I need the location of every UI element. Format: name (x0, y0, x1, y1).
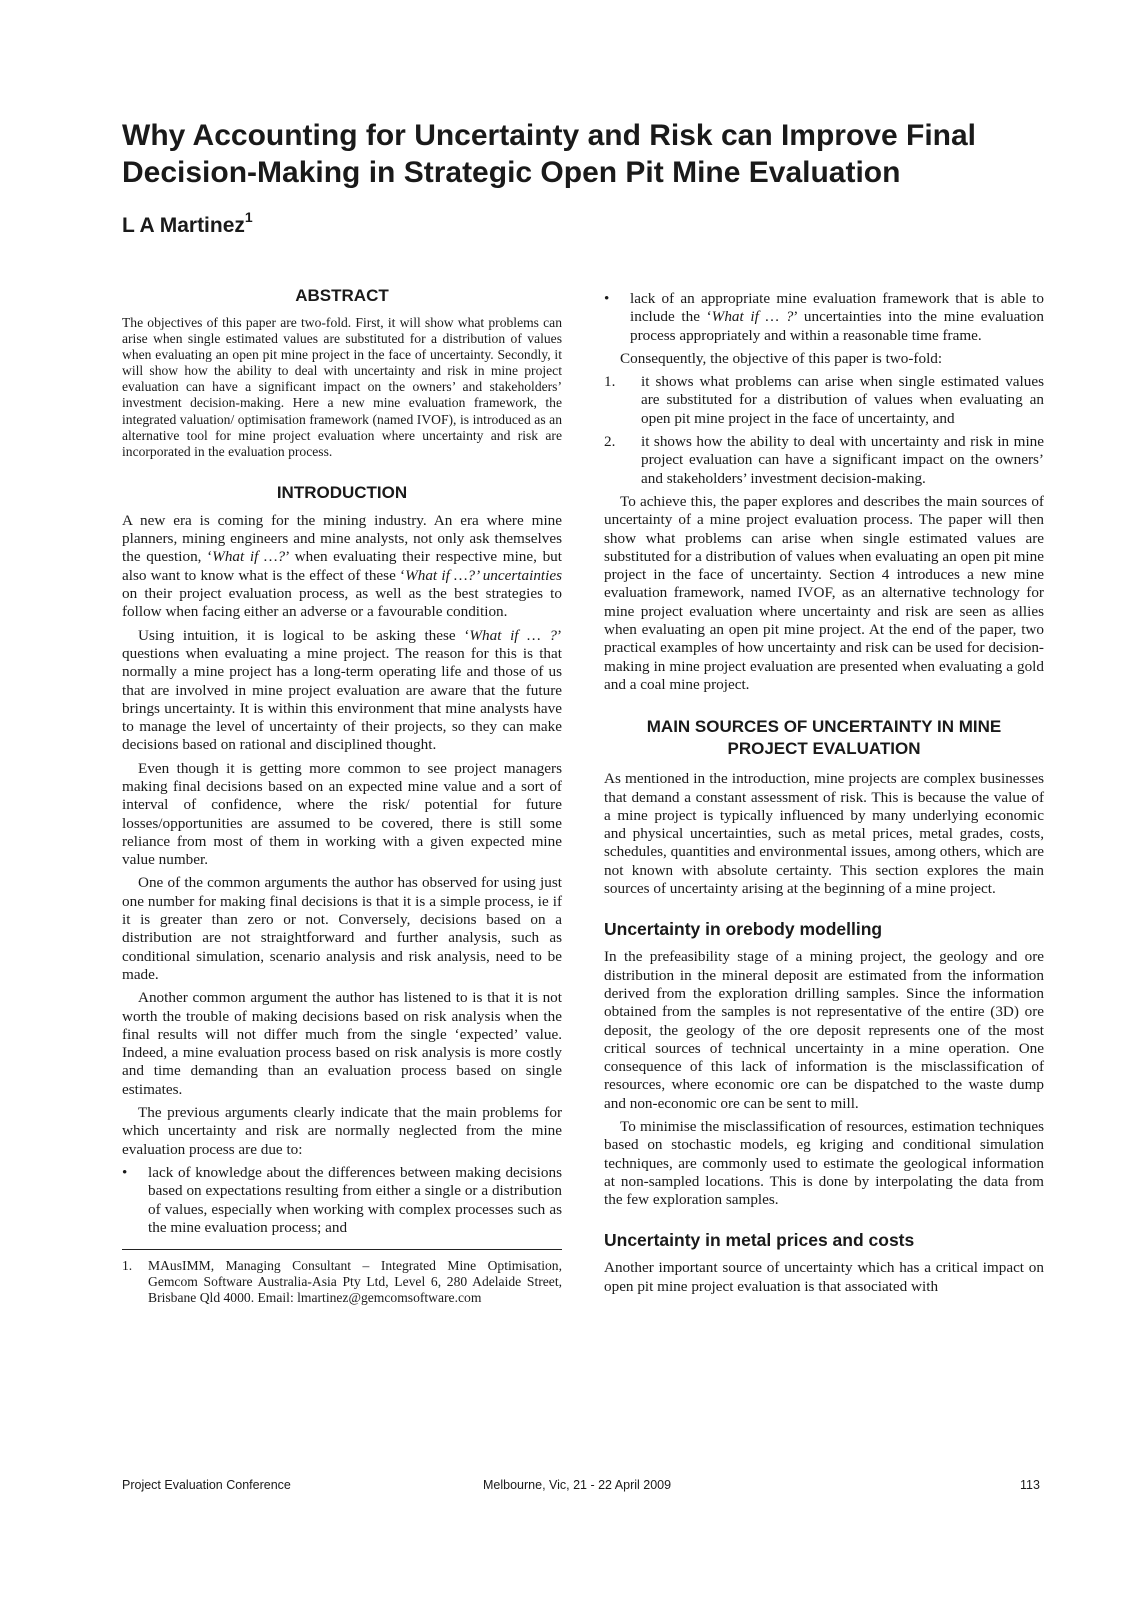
footer-location-date: Melbourne, Vic, 21 - 22 April 2009 (483, 1478, 672, 1492)
sources-heading: MAIN SOURCES OF UNCERTAINTY IN MINE PROJECT EVALUATION (646, 717, 1002, 759)
bullet-text: lack of knowledge about the differences between making decisions based on expectations resulting from either a single or a distribution of values, especially when working with complex processes such as the mine evaluation process; and (148, 1163, 562, 1236)
objective-number: 2. (604, 433, 616, 451)
objective-number: 1. (604, 373, 616, 391)
intro-paragraph-2: Using intuition, it is logical to be asking these ‘What if … ?’ questions when evaluating a mine project. The reason for this is that normally a mine project has a long-term operating life and those of us that are involved in mine project evaluation are aware that the future brings uncertainty. It is within this environment that mine analysts have to manage the level of uncertainty of their projects, so they can make decisions based on rational and disciplined thought. (122, 626, 562, 754)
intro-paragraph-4: One of the common arguments the author has observed for using just one number for making final decisions is that it is a simple process, ie if it is greater than zero or not. Conversely, decisions based on a distribution are not straightforward and further analysis, such as conditional simulation, scenario analysis and risk analysis, need to be made. (122, 874, 562, 983)
intro-paragraph-7: Consequently, the objective of this paper is two-fold: (620, 349, 943, 367)
orebody-paragraph-1: In the prefeasibility stage of a mining project, the geology and ore distribution in the mineral deposit are estimated from the information derived from the exploration drilling samples. Since the information obtained from the samples is not representative of the entire (3D) ore deposit, the geology of the ore deposit represents one of the most critical sources of technical uncertainty in a mine operation. One consequence of this lack of information is the misclassification of resources, where economic ore can be dispatched to the waste dump and non-economic ore can be sent to mill. (604, 948, 1044, 1112)
page-number: 113 (1020, 1478, 1040, 1492)
bullet-icon: • (604, 290, 610, 307)
bullet-item-knowledge (122, 1164, 562, 1237)
sources-paragraph-1: As mentioned in the introduction, mine projects are complex businesses that demand a constant assessment of risk. This is because the value of a mine project is typically influenced by many underlying economic and physical uncertainties, such as metal prices, metal grades, costs, schedules, quantities and environmental issues, among others, which are not known with absolute certainty. This section explores the main sources of uncertainty arising at the beginning of a mine project. (604, 770, 1044, 898)
author-affiliation-mark: 1 (244, 209, 253, 225)
objective-text: it shows what problems can arise when single estimated values are substituted for a distribution of values when evaluating an open pit mine project in the face of uncertainty, and (641, 373, 1044, 427)
abstract-text: The objectives of this paper are two-fold. First, it will show what problems can arise when single estimated values are substituted for a distribution of values when evaluating an open pit mine project in the face of uncertainty. Secondly, it will show how the ability to deal with uncertainty and risk in mine project evaluation can have a significant impact on the owners’ and stakeholders’ investment decision-making. Here a new mine evaluation framework, the integrated valuation/ optimisation framework (named IVOF), is introduced as an alternative tool for mine project evaluation where uncertainty and risk are incorporated in the evaluation process. (122, 315, 562, 459)
objective-item-1 (604, 373, 1044, 428)
bullet-icon: • (122, 1163, 128, 1181)
footnote-divider (122, 1249, 562, 1250)
prices-heading: Uncertainty in metal prices and costs (604, 1230, 915, 1251)
bullet-item-framework: • lack of an appropriate mine evaluation framework that is able to include the ‘What if … ?’ uncertainties into the mine evaluation process appropriately and within a reasonable time frame. (604, 290, 1044, 344)
abstract-heading: ABSTRACT (295, 286, 389, 305)
left-column (122, 285, 562, 1306)
author-line (122, 206, 253, 239)
intro-paragraph-8: To achieve this, the paper explores and describes the main sources of uncertainty of a mine project evaluation process. The paper will then show what problems can arise when single estimated values are substituted for a distribution of values when evaluating an open pit mine project in the face of uncertainty. Section 4 introduces a new mine evaluation framework, named IVOF, as an alternative technology for mine project evaluation where uncertainty and risk are seen as allies when evaluating an open pit mine project. At the end of the paper, two practical examples of how uncertainty and risk can be used for decision-making in mine project evaluation are presented when evaluating a gold and a coal mine project. (604, 492, 1044, 693)
intro-paragraph-5: Another common argument the author has listened to is that it is not worth the trouble of making decisions based on risk analysis when the final results will not differ much from the single ‘expected’ value. Indeed, a mine evaluation process based on risk analysis is more costly and time demanding than an evaluation process based on single estimates. (122, 989, 562, 1098)
orebody-heading: Uncertainty in orebody modelling (604, 919, 883, 940)
objective-text: it shows how the ability to deal with uncertainty and risk in mine project evaluation can have a significant impact on the owners’ and stakeholders’ investment decision-making. (641, 433, 1044, 487)
footnote (122, 1258, 562, 1306)
objective-item-2 (604, 433, 1044, 488)
footnote-number: 1. (122, 1258, 133, 1274)
author-name: L A Martinez (122, 214, 245, 237)
footnote-text: MAusIMM, Managing Consultant – Integrated Mine Optimisation, Gemcom Software Australia-Asia Pty Ltd, Level 6, 280 Adelaide Street, Brisbane Qld 4000. Email: lmartinez@gemcomsoftware.com (148, 1258, 562, 1306)
prices-paragraph-1: Another important source of uncertainty which has a critical impact on open pit mine project evaluation is that associated with (604, 1259, 1044, 1295)
introduction-heading: INTRODUCTION (276, 482, 408, 502)
footer-conference: Project Evaluation Conference (122, 1478, 291, 1492)
orebody-paragraph-2: To minimise the misclassification of resources, estimation techniques based on stochastic models, eg kriging and conditional simulation techniques, are commonly used to estimate the geological information at non-sampled locations. This is done by interpolating the data from the few exploration samples. (604, 1117, 1044, 1209)
paper-title: Why Accounting for Uncertainty and Risk can Improve Final Decision-Making in Strategic Open Pit Mine Evaluation (122, 119, 977, 189)
intro-paragraph-1: A new era is coming for the mining industry. An era where mine planners, mining engineers and mine analysts, not only ask themselves the question, ‘What if …?’ when evaluating their respective mine, but also want to know what is the effect of these ‘What if …?’ uncertainties on their project evaluation process, as well as the best strategies to follow when facing either an adverse or a favourable condition. (122, 511, 563, 621)
right-column (604, 290, 1044, 1301)
intro-paragraph-3: Even though it is getting more common to see project managers making final decisions based on an expected mine value and a sort of interval of confidence, where the risk/ potential for future losses/opportunities are assumed to be covered, there is still some reliance from most of them in working with a given expected mine value number. (122, 759, 562, 869)
intro-paragraph-6: The previous arguments clearly indicate that the main problems for which uncertainty and risk are normally neglected from the mine evaluation process are due to: (122, 1104, 562, 1158)
